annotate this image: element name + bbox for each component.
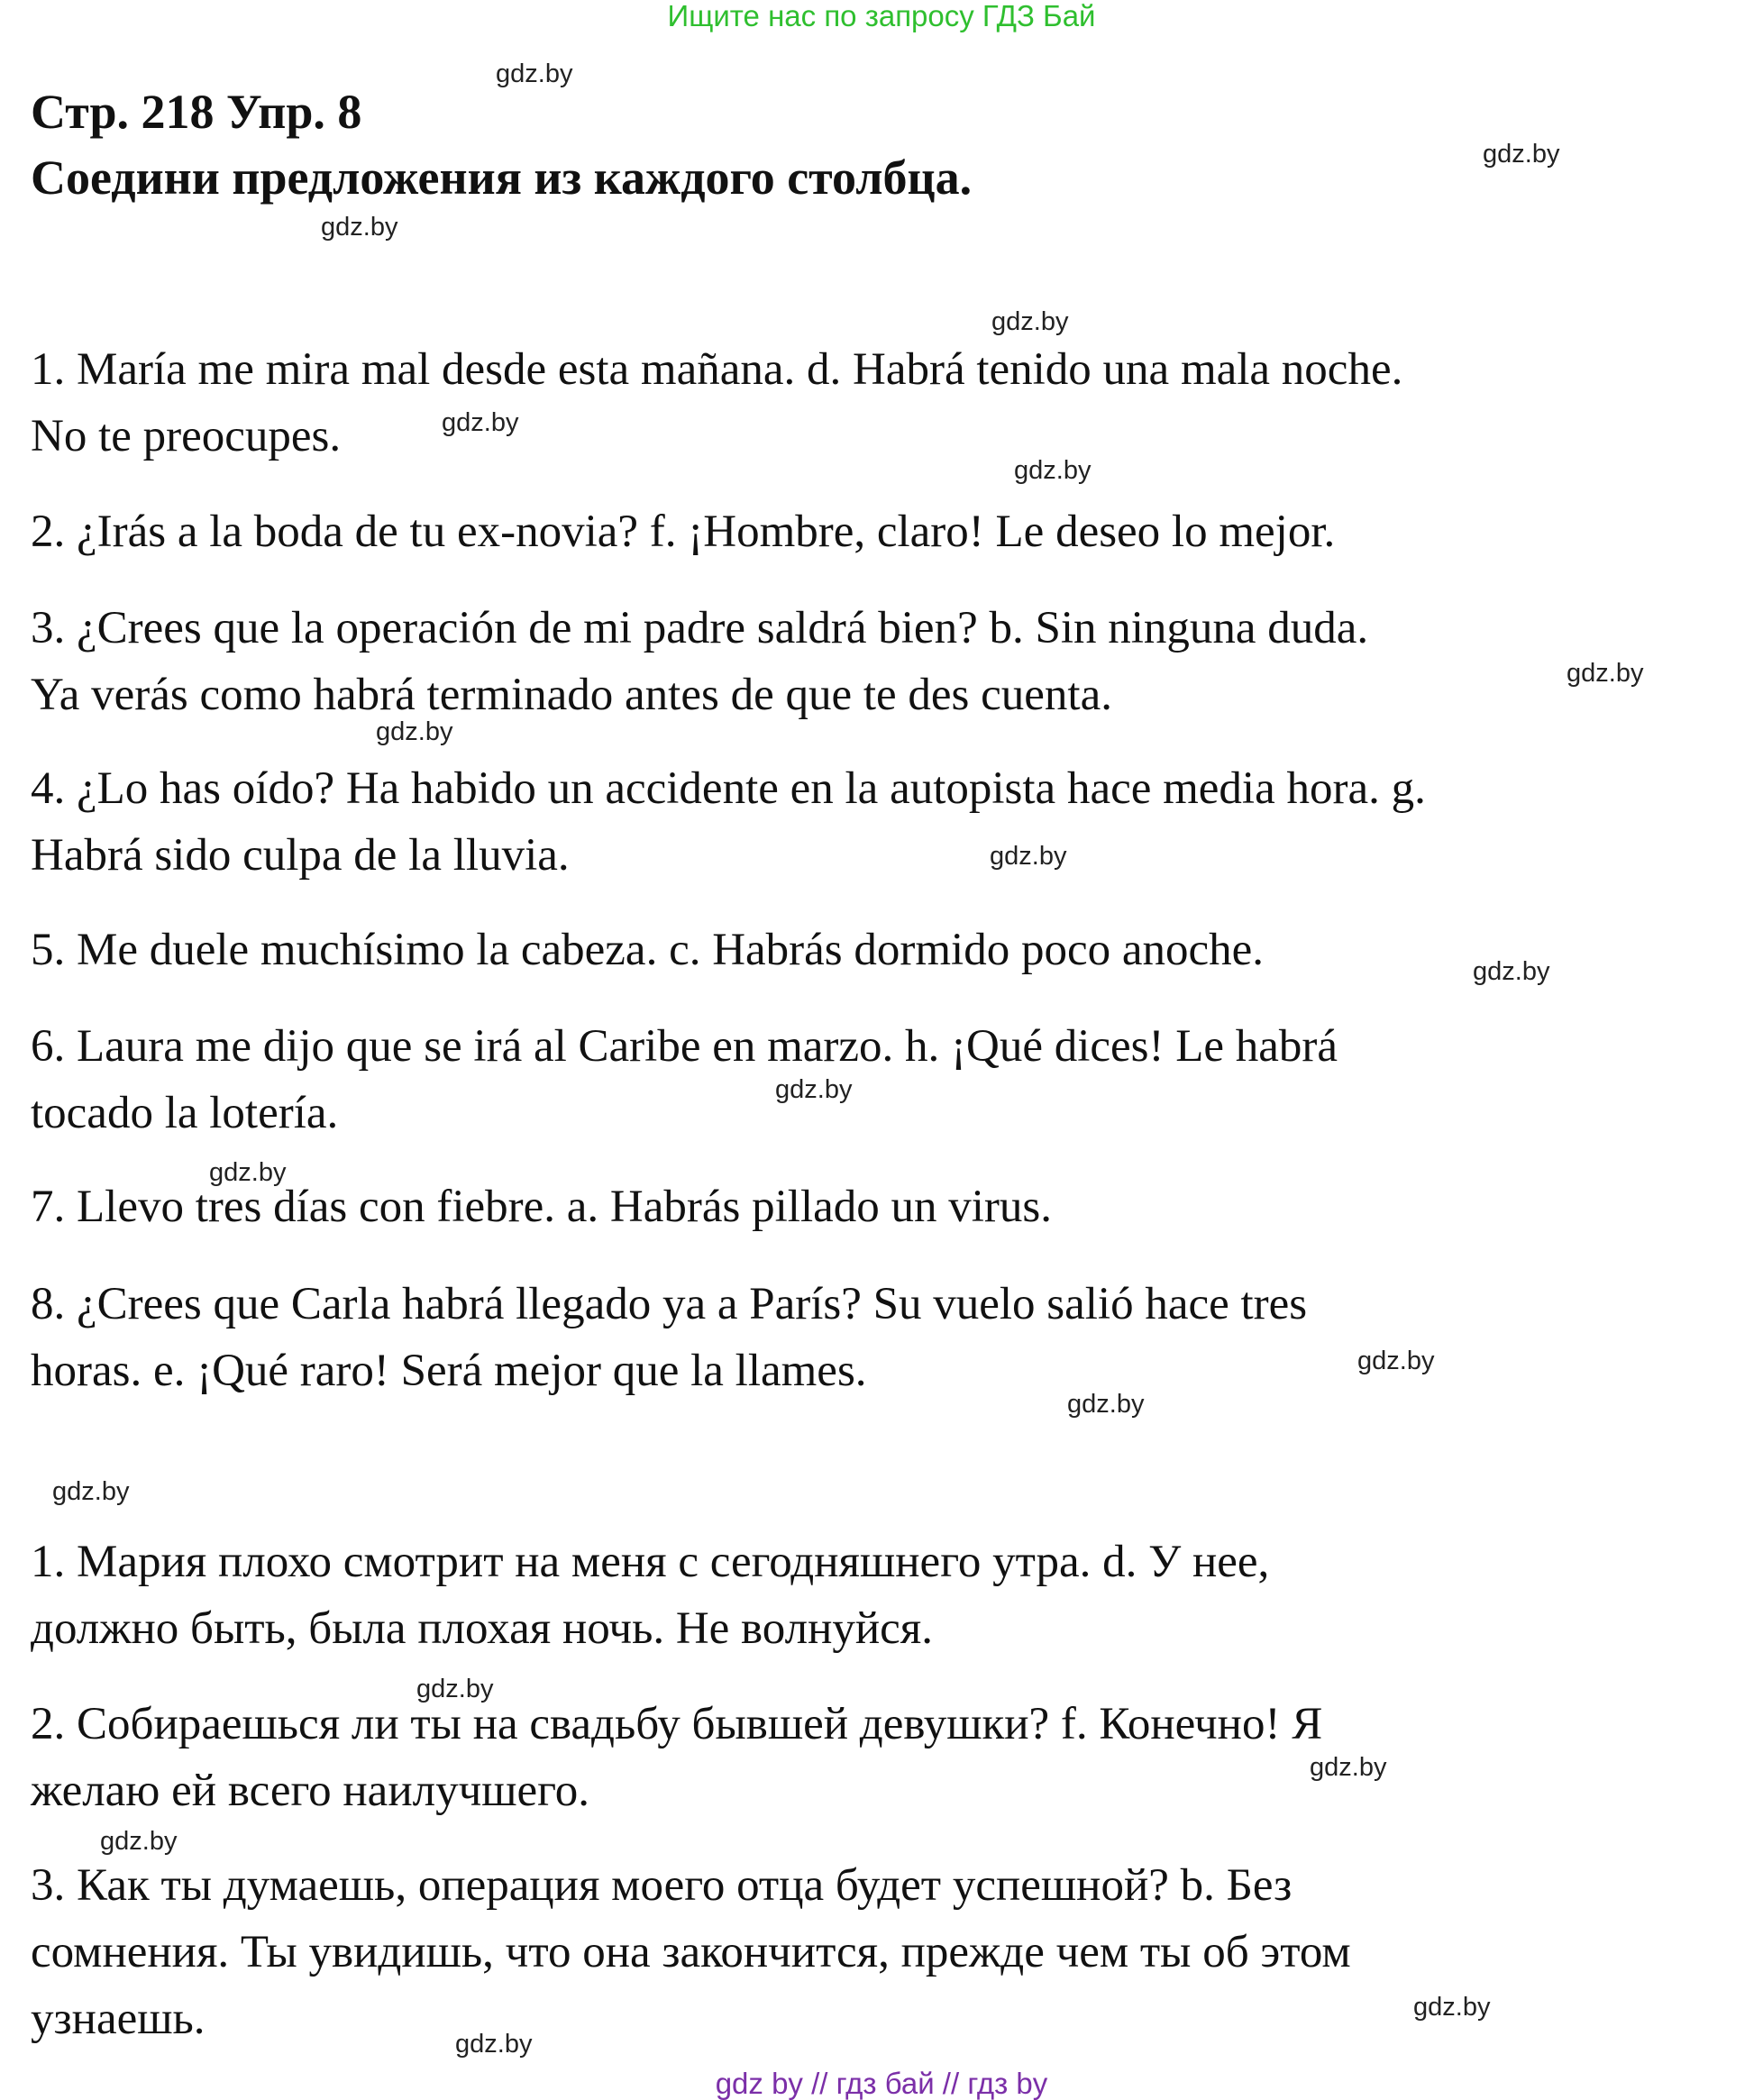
watermark: gdz.by (455, 2030, 533, 2059)
watermark: gdz.by (52, 1477, 130, 1506)
watermark: gdz.by (775, 1075, 853, 1104)
answer-line: Ya verás como habrá terminado antes de que te des cuenta. (31, 670, 1112, 720)
answer-line: 8. ¿Crees que Carla habrá llegado ya a París? Su vuelo salió hace tres (31, 1279, 1308, 1329)
translation-line: узнаешь. (31, 1994, 206, 2044)
spanish-answer-8 (31, 1271, 1707, 1404)
watermark: gdz.by (442, 408, 519, 437)
answer-line: 2. ¿Irás a la boda de tu ex-novia? f. ¡Hombre, claro! Le deseo lo mejor. (31, 507, 1336, 557)
russian-translation-2 (31, 1691, 1707, 1824)
spanish-answer-1 (31, 336, 1707, 470)
answer-line: No te preocupes. (31, 411, 342, 461)
watermark: gdz.by (209, 1158, 287, 1187)
watermark: gdz.by (496, 59, 573, 88)
top-banner: Ищите нас по запросу ГДЗ Бай (667, 0, 1096, 32)
watermark: gdz.by (1413, 1993, 1491, 2022)
translation-line: 1. Мария плохо смотрит на меня с сегодняшнего утра. d. У нее, (31, 1537, 1270, 1587)
footer-links: gdz by // гдз бай // гдз by (715, 2067, 1048, 2100)
page-title: Стр. 218 Упр. 8 (31, 85, 362, 139)
russian-translation-3 (31, 1852, 1707, 2052)
answer-line: 5. Me duele muchísimo la cabeza. c. Habrás dormido poco anoche. (31, 925, 1265, 975)
watermark: gdz.by (376, 717, 453, 746)
spanish-answer-2 (31, 498, 1707, 565)
answer-line: tocado la lotería. (31, 1088, 339, 1138)
answer-line: 1. María me mira mal desde esta mañana. d. Habrá tenido una mala noche. (31, 344, 1403, 395)
spanish-answer-4 (31, 755, 1707, 889)
translation-line: должно быть, была плохая ночь. Не волнуйся. (31, 1603, 933, 1654)
watermark: gdz.by (1310, 1753, 1387, 1782)
watermark: gdz.by (100, 1827, 178, 1856)
answer-line: 7. Llevo tres días con fiebre. a. Habrás pillado un virus. (31, 1182, 1053, 1232)
watermark: gdz.by (1473, 957, 1550, 986)
answer-line: 3. ¿Crees que la operación de mi padre saldrá bien? b. Sin ninguna duda. (31, 603, 1369, 653)
translation-line: 2. Собираешься ли ты на свадьбу бывшей девушки? f. Конечно! Я (31, 1699, 1323, 1749)
spanish-answer-5 (31, 917, 1707, 983)
watermark: gdz.by (1357, 1347, 1435, 1375)
answer-line: Habrá sido culpa de la lluvia. (31, 830, 570, 881)
russian-translation-1 (31, 1529, 1707, 1662)
watermark: gdz.by (1014, 456, 1092, 485)
answer-line: 6. Laura me dijo que se irá al Caribe en marzo. h. ¡Qué dices! Le habrá (31, 1021, 1338, 1072)
watermark: gdz.by (1067, 1390, 1145, 1419)
answer-line: horas. e. ¡Qué raro! Será mejor que la llames. (31, 1346, 867, 1396)
translation-line: сомнения. Ты увидишь, что она закончится, прежде чем ты об этом (31, 1927, 1351, 1977)
spanish-answer-3 (31, 595, 1707, 728)
task-instruction: Соедини предложения из каждого столбца. (31, 151, 973, 205)
spanish-answer-6 (31, 1013, 1707, 1146)
translation-line: 3. Как ты думаешь, операция моего отца будет успешной? b. Без (31, 1860, 1293, 1911)
watermark: gdz.by (991, 307, 1069, 336)
watermark: gdz.by (1483, 140, 1560, 169)
answer-line: 4. ¿Lo has oído? Ha habido un accidente en la autopista hace media hora. g. (31, 763, 1426, 814)
translation-line: желаю ей всего наилучшего. (31, 1766, 590, 1816)
watermark: gdz.by (990, 842, 1067, 871)
watermark: gdz.by (416, 1675, 494, 1703)
watermark: gdz.by (321, 213, 398, 242)
watermark: gdz.by (1567, 659, 1644, 688)
